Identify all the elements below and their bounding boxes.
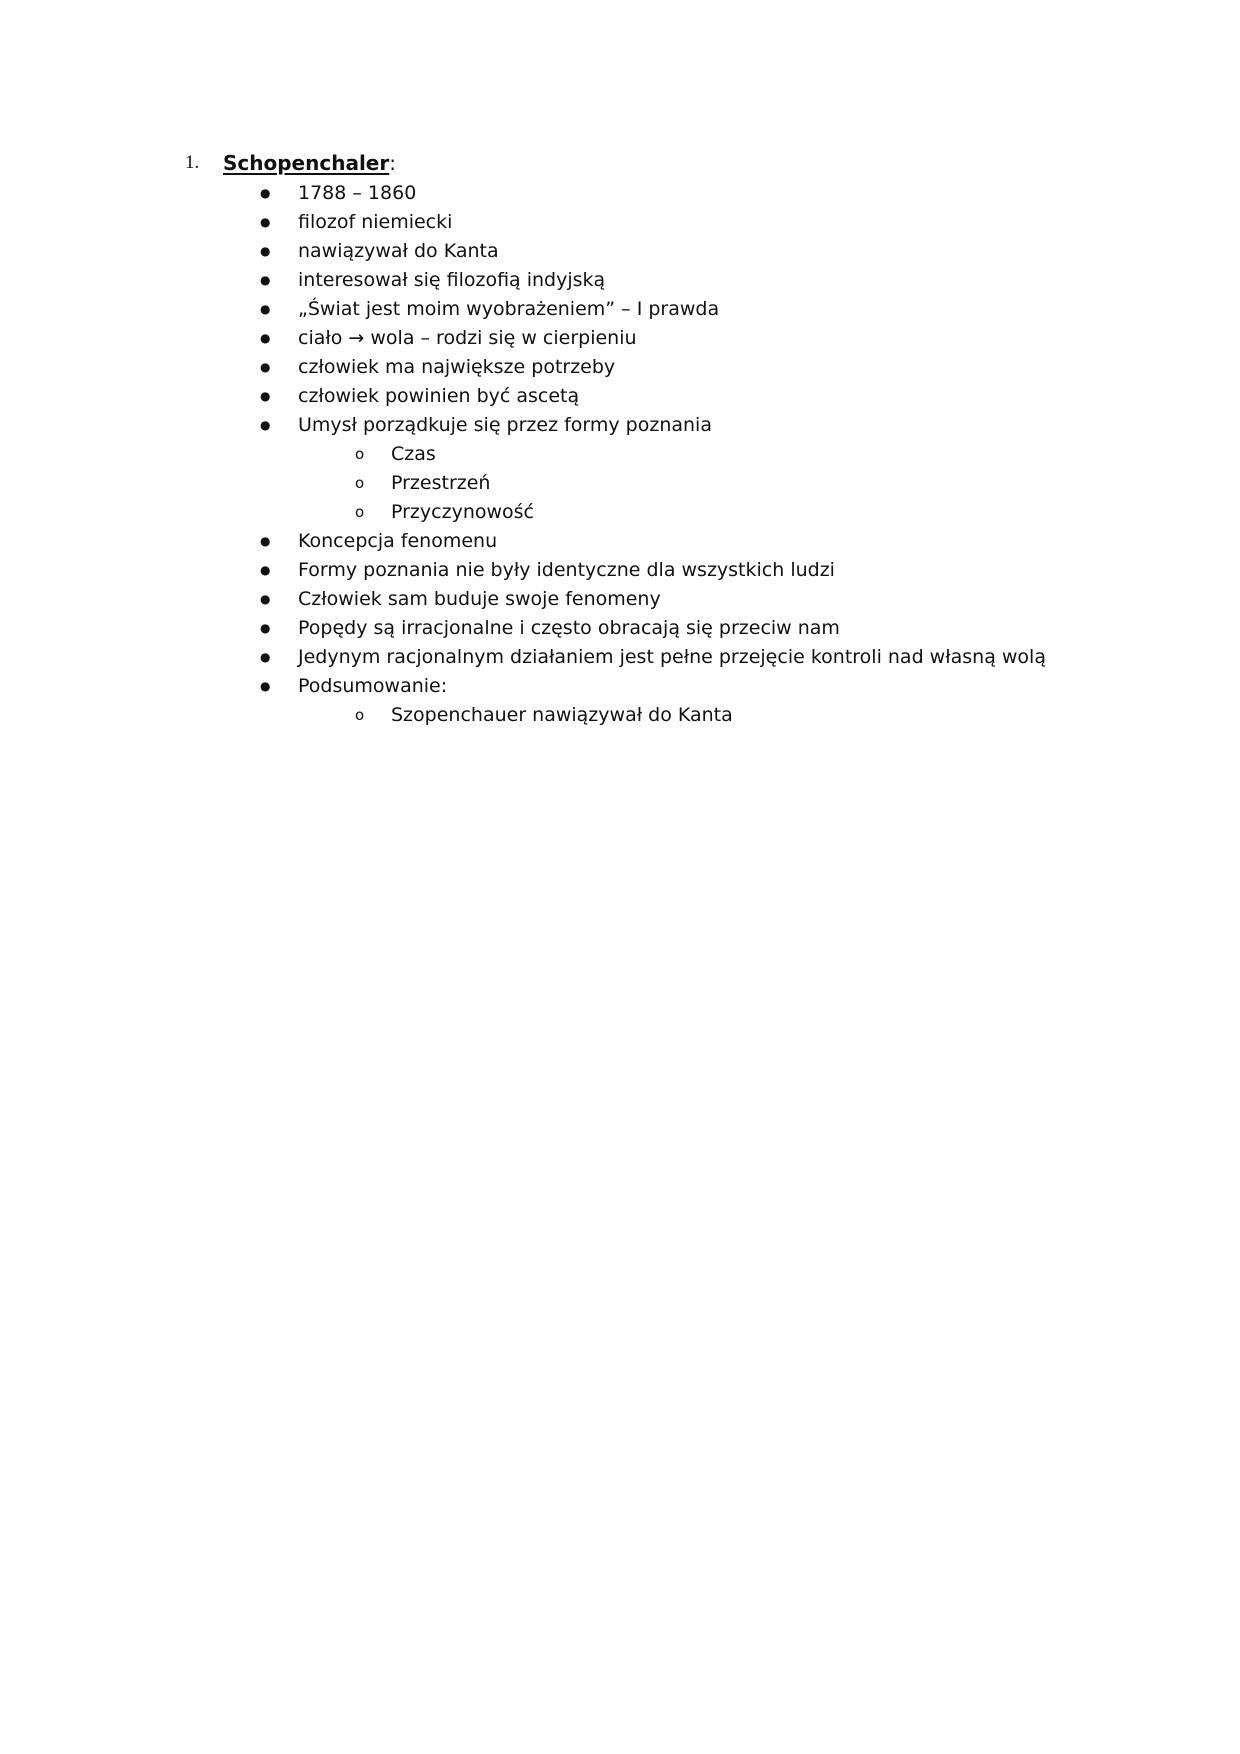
list-item-text: Popędy są irracjonalne i często obracają się przeciw nam — [298, 616, 840, 639]
bullet-icon: ● — [260, 417, 271, 432]
sub-list-item — [0, 468, 1046, 497]
section-heading — [185, 148, 396, 178]
bullet-icon: ● — [260, 649, 271, 664]
list-item-text: 1788 – 1860 — [298, 181, 417, 204]
list-item — [0, 207, 1046, 236]
list-item — [0, 642, 1046, 671]
notes-list — [0, 178, 1046, 729]
list-item-text: człowiek powinien być ascetą — [298, 384, 580, 407]
list-item-text: Przestrzeń — [391, 471, 491, 494]
list-item — [0, 178, 1046, 207]
heading-number: 1. — [185, 152, 200, 173]
list-item-text: „Świat jest moim wyobrażeniem” – I prawda — [298, 297, 720, 320]
list-item-text: Formy poznania nie były identyczne dla wszystkich ludzi — [298, 558, 835, 581]
bullet-icon: ● — [260, 214, 271, 229]
list-item-text: Koncepcja fenomenu — [298, 529, 498, 552]
list-item — [0, 613, 1046, 642]
list-item — [0, 352, 1046, 381]
bullet-icon: ● — [260, 388, 271, 403]
hollow-bullet-icon: o — [355, 502, 365, 521]
bullet-icon: ● — [260, 533, 271, 548]
list-item — [0, 236, 1046, 265]
sub-list-item — [0, 439, 1046, 468]
list-item-text: człowiek ma największe potrzeby — [298, 355, 616, 378]
list-item-text: Szopenchauer nawiązywał do Kanta — [391, 703, 733, 726]
bullet-icon: ● — [260, 301, 271, 316]
heading-title: Schopenchaler — [223, 151, 390, 175]
list-item-text: filozof niemiecki — [298, 210, 453, 233]
list-item-text: Czas — [391, 442, 436, 465]
hollow-bullet-icon: o — [355, 705, 365, 724]
list-item — [0, 410, 1046, 439]
list-item-text: Człowiek sam buduje swoje fenomeny — [298, 587, 661, 610]
bullet-icon: ● — [260, 185, 271, 200]
bullet-icon: ● — [260, 359, 271, 374]
list-item — [0, 555, 1046, 584]
list-item — [0, 265, 1046, 294]
bullet-icon: ● — [260, 243, 271, 258]
sub-list-item — [0, 497, 1046, 526]
bullet-icon: ● — [260, 272, 271, 287]
list-item — [0, 584, 1046, 613]
list-item — [0, 323, 1046, 352]
list-item-text: Podsumowanie: — [298, 674, 448, 697]
list-item — [0, 294, 1046, 323]
list-item-text: Jedynym racjonalnym działaniem jest pełne przejęcie kontroli nad własną wolą — [298, 645, 1046, 668]
bullet-icon: ● — [260, 678, 271, 693]
list-item-text: ciało → wola – rodzi się w cierpieniu — [298, 326, 637, 349]
list-item — [0, 381, 1046, 410]
list-item — [0, 526, 1046, 555]
list-item-text: Przyczynowość — [391, 500, 534, 523]
list-item-text: nawiązywał do Kanta — [298, 239, 499, 262]
hollow-bullet-icon: o — [355, 444, 365, 463]
list-item — [0, 671, 1046, 700]
bullet-icon: ● — [260, 591, 271, 606]
bullet-icon: ● — [260, 330, 271, 345]
bullet-icon: ● — [260, 620, 271, 635]
list-item-text: interesował się filozofią indyjską — [298, 268, 606, 291]
sub-list-item — [0, 700, 1046, 729]
list-item-text: Umysł porządkuje się przez formy poznania — [298, 413, 712, 436]
bullet-icon: ● — [260, 562, 271, 577]
hollow-bullet-icon: o — [355, 473, 365, 492]
heading-suffix: : — [389, 151, 396, 175]
